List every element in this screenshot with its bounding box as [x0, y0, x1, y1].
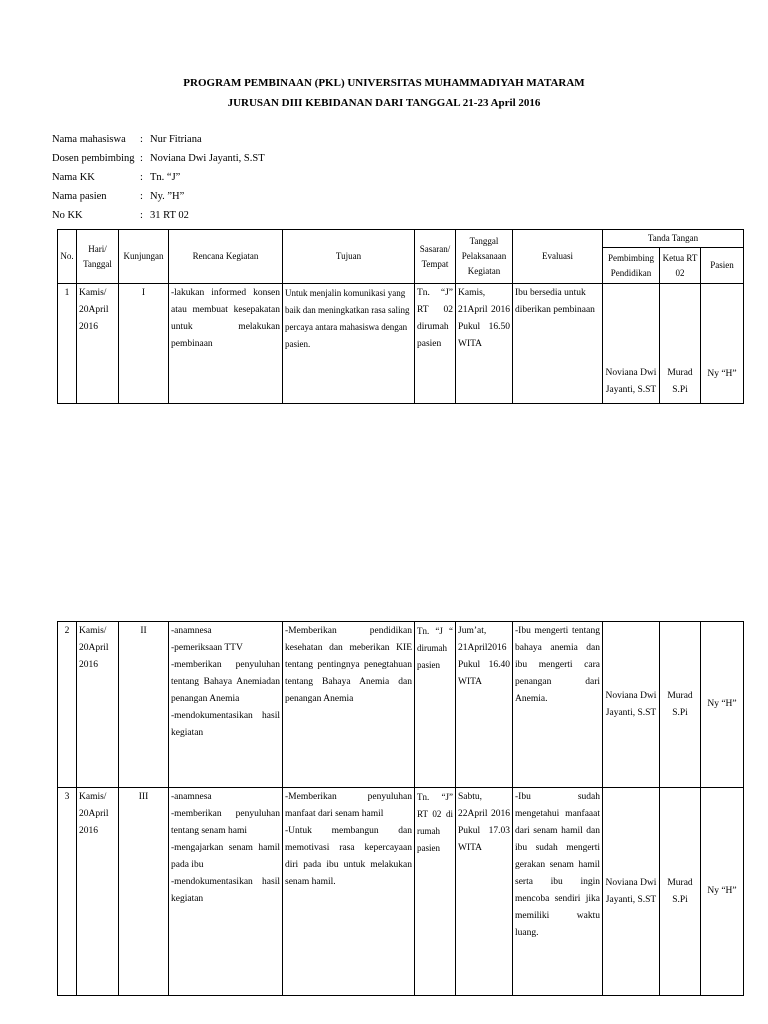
info-kk-number: No KK : 31 RT 02 — [52, 210, 189, 221]
list-item: - Memberikan pendidikan kesehatan dan meberikan KIE tentang pentingnya penegtahuan tentang Bahaya Anemia dan penangan Anemia — [285, 623, 412, 708]
info-label: Nama KK — [52, 172, 95, 183]
row-hari: Kamis/ 20April 2016 — [77, 788, 119, 996]
row-pembimbing: Noviana Dwi Jayanti, S.ST — [603, 284, 660, 404]
document-subtitle: JURUSAN DIII KEBIDANAN DARI TANGGAL 21-23 April 2016 — [227, 97, 541, 109]
row-rencana — [169, 284, 283, 404]
row-pasien: Ny “H” — [701, 788, 744, 996]
list-item: - anamnesa — [171, 623, 280, 640]
col-tanggal: Tanggal Pelaksanaan Kegiatan — [456, 230, 513, 284]
info-label: No KK — [52, 210, 83, 221]
row-tanggal: Jum’at, 21April2016 Pukul 16.40 WITA — [456, 622, 513, 788]
info-value: 31 RT 02 — [150, 210, 189, 221]
row-ketua: Murad S.Pi — [660, 622, 701, 788]
row-sasaran: Tn. “J” RT 02 di rumah pasien — [415, 788, 456, 996]
row-no: 1 — [58, 284, 77, 404]
col-ketua: Ketua RT 02 — [660, 248, 701, 284]
info-supervisor: Dosen pembimbing : Noviana Dwi Jayanti, S.ST — [52, 153, 265, 164]
list-item: - memberikan penyuluhan tentang Bahaya Anemiadan penangan Anemia — [171, 657, 280, 708]
table-row — [58, 284, 744, 404]
info-value: Ny. ”H” — [150, 191, 185, 202]
row-sasaran: Tn. “J” RT 02 dirumah pasien — [415, 284, 456, 404]
col-no: No. — [58, 230, 77, 284]
list-item: - Untuk membangun dan memotivasi rasa kepercayaan diri pada ibu untuk melakukan senam hamil. — [285, 823, 412, 891]
col-pembimbing: Pembimbing Pendidikan — [603, 248, 660, 284]
list-item: - mendokumentasikan hasil kegiatan — [171, 708, 280, 742]
info-value: Nur Fitriana — [150, 134, 202, 145]
row-hari: Kamis/ 20April 2016 — [77, 622, 119, 788]
info-value: Tn. “J” — [150, 172, 181, 183]
row-evaluasi: Ibu bersedia untuk diberikan pembinaan — [513, 284, 603, 404]
col-tanda-tangan: Tanda Tangan — [603, 230, 744, 248]
table-row — [58, 788, 744, 996]
row-evaluasi — [513, 788, 603, 996]
col-pasien: Pasien — [701, 248, 744, 284]
row-sasaran: Tn. “J “ dirumah pasien — [415, 622, 456, 788]
col-sasaran: Sasaran/ Tempat — [415, 230, 456, 284]
document-title: PROGRAM PEMBINAAN (PKL) UNIVERSITAS MUHAMMADIYAH MATARAM — [183, 77, 585, 89]
row-pembimbing: Noviana Dwi Jayanti, S.ST — [603, 622, 660, 788]
row-tujuan — [283, 622, 415, 788]
list-item: - lakukan informed konsen atau membuat kesepakatan untuk melakukan pembinaan — [171, 285, 280, 353]
row-ketua: Murad S.Pi — [660, 284, 701, 404]
row-pembimbing: Noviana Dwi Jayanti, S.ST — [603, 788, 660, 996]
info-patient: Nama pasien : Ny. ”H” — [52, 191, 185, 202]
row-rencana — [169, 622, 283, 788]
row-kunjungan: III — [119, 788, 169, 996]
info-label: Nama mahasiswa — [52, 134, 126, 145]
col-kunjungan: Kunjungan — [119, 230, 169, 284]
row-tanggal: Sabtu, 22April 2016 Pukul 17.03 WITA — [456, 788, 513, 996]
row-tujuan — [283, 284, 415, 404]
list-item: Ibu mengerti tentang bahaya anemia dan ibu mengerti cara penangan dari Anemia. — [515, 626, 600, 704]
row-kunjungan: II — [119, 622, 169, 788]
col-tujuan: Tujuan — [283, 230, 415, 284]
col-hari: Hari/ Tanggal — [77, 230, 119, 284]
row-tujuan — [283, 788, 415, 996]
row-tanggal: Kamis, 21April 2016 Pukul 16.50 WITA — [456, 284, 513, 404]
list-item: - memberikan penyuluhan tentang senam hami — [171, 806, 280, 840]
info-label: Nama pasien — [52, 191, 107, 202]
list-item: - mengajarkan senam hamil pada ibu — [171, 840, 280, 874]
row-pasien: Ny “H” — [701, 284, 744, 404]
info-student: Nama mahasiswa : Nur Fitriana — [52, 134, 202, 145]
row-hari: Kamis/ 20April 2016 — [77, 284, 119, 404]
row-ketua: Murad S.Pi — [660, 788, 701, 996]
row-rencana — [169, 788, 283, 996]
col-rencana: Rencana Kegiatan — [169, 230, 283, 284]
list-item: - pemeriksaan TTV — [171, 640, 280, 657]
list-item: Untuk menjalin komunikasi yang baik dan meningkatkan rasa saling percaya antara mahasiswa dengan pasien. — [285, 288, 410, 349]
activity-table-2 — [57, 621, 744, 996]
list-item: Ibu sudah mengetahui manfaaat dari senam hamil dan ibu sudah mengerti gerakan senam hamil serta ibu ingin mencoba sendiri jika memiliki waktu luang. — [515, 792, 600, 938]
row-evaluasi — [513, 622, 603, 788]
row-no: 3 — [58, 788, 77, 996]
info-label: Dosen pembimbing — [52, 153, 135, 164]
info-kk-name: Nama KK : Tn. “J” — [52, 172, 181, 183]
row-pasien: Ny “H” — [701, 622, 744, 788]
activity-table-1 — [57, 229, 744, 404]
table-row — [58, 622, 744, 788]
row-no: 2 — [58, 622, 77, 788]
list-item: - Memberikan penyuluhan manfaat dari senam hamil — [285, 789, 412, 823]
col-evaluasi: Evaluasi — [513, 230, 603, 284]
info-value: Noviana Dwi Jayanti, S.ST — [150, 153, 265, 164]
list-item: - mendokumentasikan hasil kegiatan — [171, 874, 280, 908]
row-kunjungan: I — [119, 284, 169, 404]
list-item: - anamnesa — [171, 789, 280, 806]
